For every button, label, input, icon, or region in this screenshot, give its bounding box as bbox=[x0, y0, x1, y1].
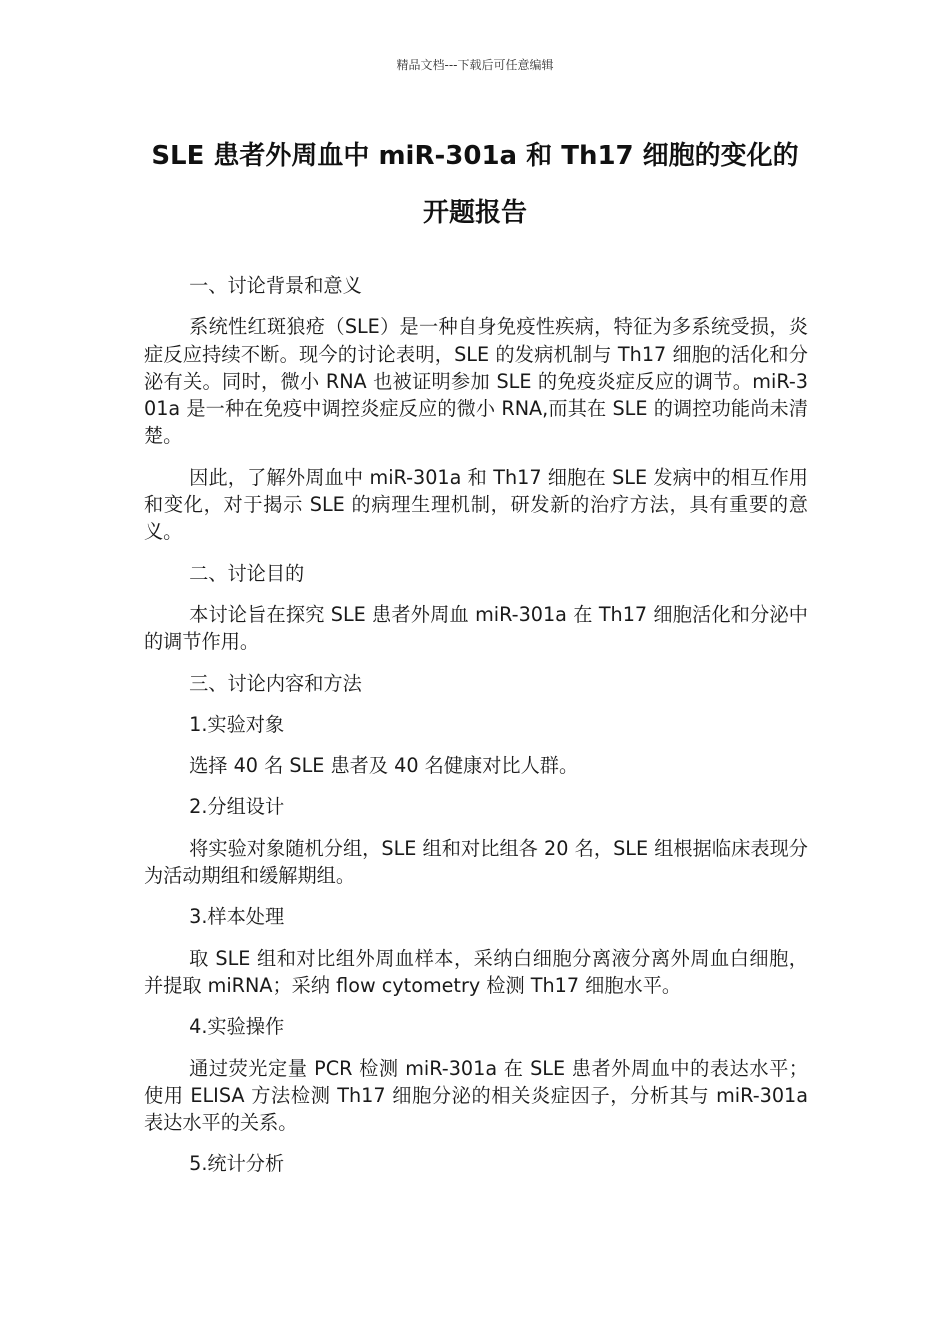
paragraph-background-2: 因此，了解外周血中 miR-301a 和 Th17 细胞在 SLE 发病中的相互作用和变化，对于揭示 SLE 的病理生理机制，研发新的治疗方法，具有重要的意义。 bbox=[144, 465, 808, 544]
paragraph-experiment: 通过荧光定量 PCR 检测 miR-301a 在 SLE 患者外周血中的表达水平；使用 ELISA 方法检测 Th17 细胞分泌的相关炎症因子，分析其与 miR-301a 表达水平的关系。 bbox=[144, 1056, 808, 1135]
paragraph-subjects: 选择 40 名 SLE 患者及 40 名健康对比人群。 bbox=[189, 754, 579, 778]
paragraph-purpose: 本讨论旨在探究 SLE 患者外周血 miR-301a 在 Th17 细胞活化和分泌中的调节作用。 bbox=[144, 602, 808, 654]
document-body bbox=[144, 272, 808, 1192]
document-title-line-2: 开题报告 bbox=[422, 198, 527, 228]
document-title-line-1: SLE 患者外周血中 miR-301a 和 Th17 细胞的变化的 bbox=[151, 141, 799, 171]
paragraph-grouping: 将实验对象随机分组，SLE 组和对比组各 20 名，SLE 组根据临床表现分为活动期组和缓解期组。 bbox=[144, 836, 808, 888]
subheading-subjects: 1.实验对象 bbox=[189, 712, 285, 736]
paragraph-background-1: 系统性红斑狼疮（SLE）是一种自身免疫性疾病，特征为多系统受损，炎症反应持续不断。现今的讨论表明，SLE 的发病机制与 Th17 细胞的活化和分泌有关。同时，微小 RNA 也被证明参加 SLE 的免疫炎症反应的调节。miR-301a 是一种在免疫中调控炎症反应的微小 RNA,而其在 SLE 的调控功能尚未清楚。 bbox=[144, 315, 808, 448]
paragraph-sample-processing: 取 SLE 组和对比组外周血样本，采纳白细胞分离液分离外周血白细胞，并提取 miRNA；采纳 flow cytometry 检测 Th17 细胞水平。 bbox=[144, 946, 808, 997]
header-note: 精品文档---下载后可任意编辑 bbox=[396, 58, 554, 72]
section-heading-purpose: 二、讨论目的 bbox=[189, 561, 305, 585]
subheading-sample-processing: 3.样本处理 bbox=[189, 905, 285, 929]
subheading-grouping: 2.分组设计 bbox=[189, 795, 285, 819]
section-heading-methods: 三、讨论内容和方法 bbox=[189, 671, 362, 695]
section-heading-background: 一、讨论背景和意义 bbox=[189, 274, 362, 297]
subheading-experiment: 4.实验操作 bbox=[189, 1015, 285, 1039]
subheading-statistics: 5.统计分析 bbox=[189, 1152, 285, 1176]
